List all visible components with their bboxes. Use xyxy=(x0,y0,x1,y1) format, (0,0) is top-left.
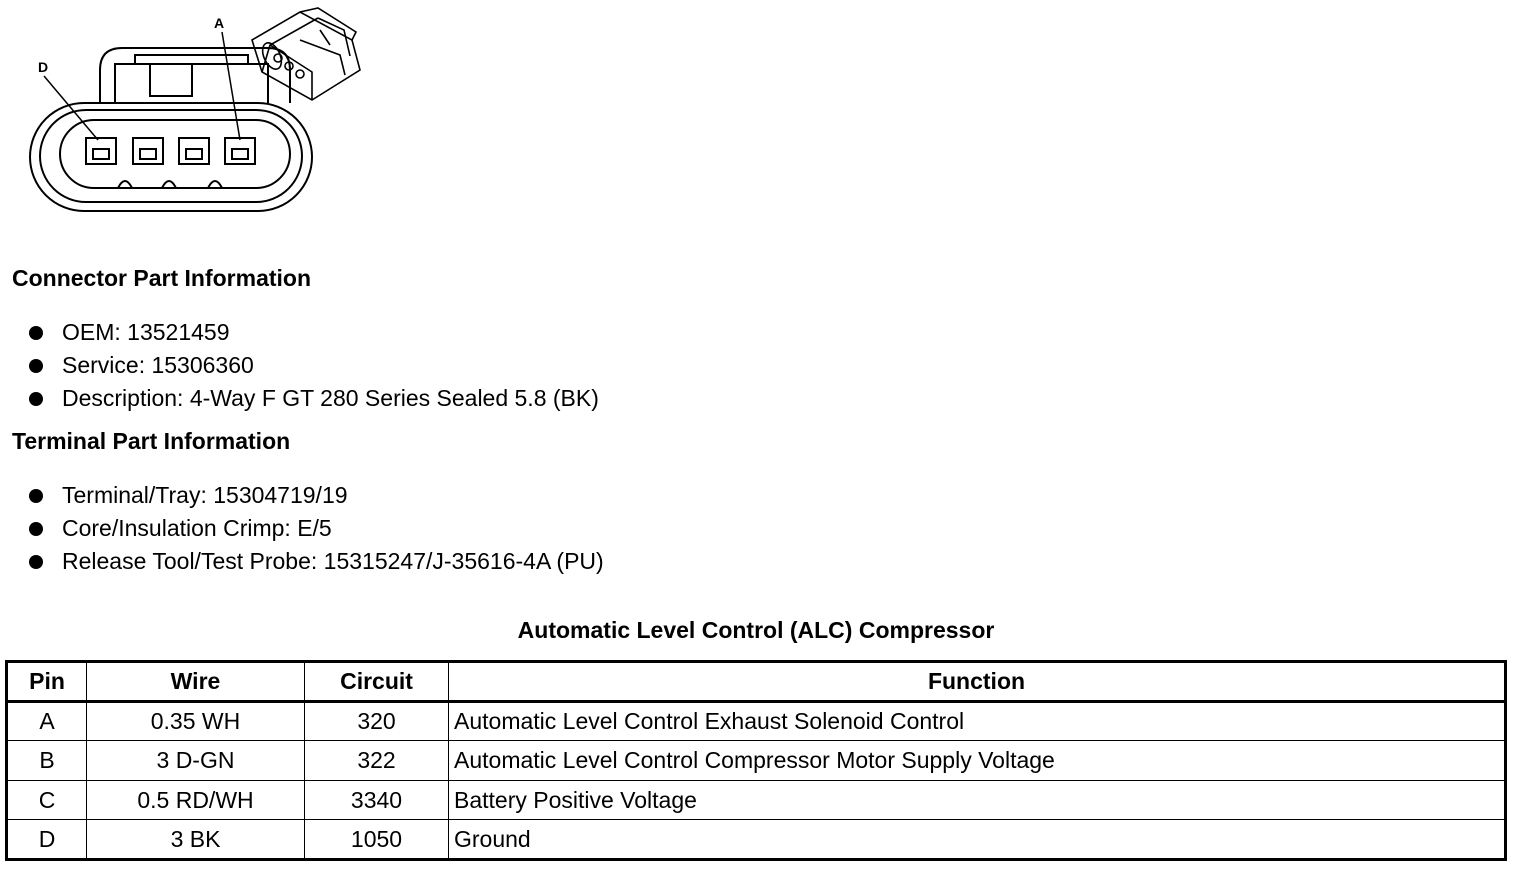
cell-circuit: 322 xyxy=(305,741,449,781)
table-row xyxy=(7,820,1506,860)
bullet-icon xyxy=(29,392,43,406)
connector-latch xyxy=(115,55,268,103)
column-header-function: Function xyxy=(449,662,1506,702)
terminal-cavity-c xyxy=(133,138,163,164)
bullet-icon xyxy=(29,555,43,569)
list-item: OEM: 13521459 xyxy=(0,316,599,349)
column-header-pin: Pin xyxy=(7,662,87,702)
table-row xyxy=(7,701,1506,741)
terminal-cavity-b xyxy=(179,138,209,164)
cell-circuit: 320 xyxy=(305,701,449,741)
table-header-row xyxy=(7,662,1506,702)
cell-function: Automatic Level Control Exhaust Solenoid Control xyxy=(449,701,1506,741)
connector-part-info-list xyxy=(0,316,599,415)
terminal-part-info-heading: Terminal Part Information xyxy=(12,428,291,454)
connector-diagram xyxy=(0,0,380,225)
bullet-icon xyxy=(29,522,43,536)
pinout-table xyxy=(5,660,1507,861)
list-item: Description: 4-Way F GT 280 Series Sealed 5.8 (BK) xyxy=(0,382,599,415)
connector-keys xyxy=(118,181,222,188)
cell-wire: 0.35 WH xyxy=(87,701,305,741)
cell-wire: 3 BK xyxy=(87,820,305,860)
table-row xyxy=(7,741,1506,781)
cell-function: Automatic Level Control Compressor Motor Supply Voltage xyxy=(449,741,1506,781)
list-item: Core/Insulation Crimp: E/5 xyxy=(0,512,604,545)
cell-pin: D xyxy=(7,820,87,860)
leader-line-d xyxy=(44,76,98,140)
bullet-icon xyxy=(29,326,43,340)
pin-label-a: A xyxy=(214,15,225,31)
table-row xyxy=(7,780,1506,820)
pin-label-d: D xyxy=(38,59,49,75)
terminal-part-info-list xyxy=(0,479,604,578)
cell-pin: A xyxy=(7,701,87,741)
cell-function: Battery Positive Voltage xyxy=(449,780,1506,820)
column-header-wire: Wire xyxy=(87,662,305,702)
column-header-circuit: Circuit xyxy=(305,662,449,702)
connector-part-info-heading: Connector Part Information xyxy=(12,265,312,291)
terminal-cavity-d xyxy=(86,138,116,164)
connector-hood xyxy=(100,48,290,103)
bullet-icon xyxy=(29,489,43,503)
terminal-cavity-a xyxy=(225,138,255,164)
cell-wire: 3 D-GN xyxy=(87,741,305,781)
bullet-icon xyxy=(29,359,43,373)
list-item: Service: 15306360 xyxy=(0,349,599,382)
table-title: Automatic Level Control (ALC) Compressor xyxy=(517,617,995,643)
list-item: Release Tool/Test Probe: 15315247/J-35616-4A (PU) xyxy=(0,545,604,578)
cell-pin: B xyxy=(7,741,87,781)
cell-circuit: 3340 xyxy=(305,780,449,820)
cell-wire: 0.5 RD/WH xyxy=(87,780,305,820)
cell-pin: C xyxy=(7,780,87,820)
cell-function: Ground xyxy=(449,820,1506,860)
cell-circuit: 1050 xyxy=(305,820,449,860)
list-item: Terminal/Tray: 15304719/19 xyxy=(0,479,604,512)
